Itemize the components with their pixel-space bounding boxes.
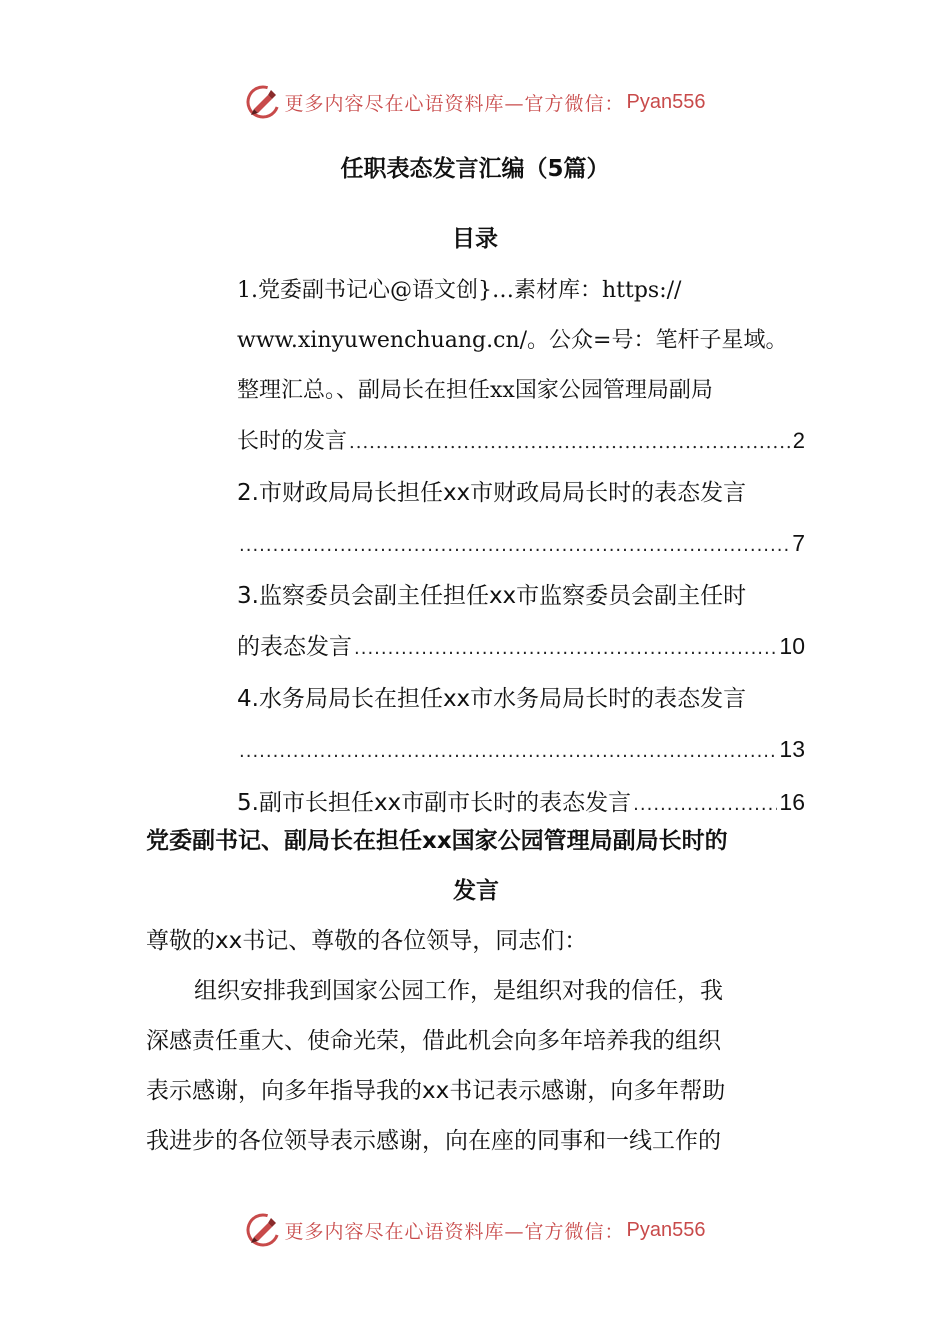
toc-entry-text: 1.党委副书记心@语文创}…素材库：https:// xyxy=(237,278,682,303)
toc-page-number: 13 xyxy=(779,736,805,762)
pen-logo-icon xyxy=(245,84,281,120)
toc-entry-2[interactable] xyxy=(237,468,805,571)
toc-leader-dots xyxy=(354,624,777,674)
toc-entry-text: 2.市财政局局长担任xx市财政局局长时的表态发言 xyxy=(237,480,747,506)
toc-entry-1[interactable] xyxy=(237,266,805,468)
speech-body xyxy=(146,916,806,1166)
toc-page-number: 16 xyxy=(779,789,805,815)
toc-entry-text: 3.监察委员会副主任担任xx市监察委员会副主任时 xyxy=(237,583,747,609)
watermark-wechat-id: Pyan556 xyxy=(626,90,706,113)
toc-entry-text: 4.水务局局长在担任xx市水务局局长时的表态发言 xyxy=(237,686,747,712)
paragraph-line: 表示感谢，向多年指导我的xx书记表示感谢，向多年帮助 xyxy=(146,1078,726,1104)
watermark-text: 更多内容尽在心语资料库—官方微信： xyxy=(284,1220,625,1243)
watermark-text: 更多内容尽在心语资料库—官方微信： xyxy=(284,92,625,115)
table-of-contents xyxy=(237,266,805,830)
toc-entry-text: 的表态发言 xyxy=(237,634,352,660)
section-title-line: 党委副书记、副局长在担任xx国家公园管理局副局长时的 xyxy=(146,828,728,854)
toc-leader-dots xyxy=(349,418,791,468)
section-title-line: 发言 xyxy=(453,878,499,904)
toc-page-number: 2 xyxy=(792,428,805,453)
paragraph-line: 组织安排我到国家公园工作，是组织对我的信任，我 xyxy=(194,978,723,1004)
toc-entry-3[interactable] xyxy=(237,571,805,674)
watermark-banner-top xyxy=(0,82,950,122)
section-title xyxy=(146,816,806,916)
toc-leader-dots xyxy=(239,727,777,777)
toc-entry-text: 长时的发言 xyxy=(237,429,348,454)
toc-entry-4[interactable] xyxy=(237,674,805,777)
paragraph-line: 深感责任重大、使命光荣，借此机会向多年培养我的组织 xyxy=(146,1028,721,1054)
toc-entry-text: 5.副市长担任xx市副市长时的表态发言 xyxy=(237,790,632,816)
toc-page-number: 10 xyxy=(779,633,805,659)
toc-leader-dots xyxy=(239,521,790,571)
watermark-banner-bottom xyxy=(0,1210,950,1250)
toc-entry-text: 整理汇总。、副局长在担任xx国家公园管理局副局 xyxy=(237,378,713,403)
salutation: 尊敬的xx书记、尊敬的各位领导，同志们： xyxy=(146,928,588,954)
watermark-wechat-id: Pyan556 xyxy=(626,1218,706,1241)
document-title: 任职表态发言汇编（5篇） xyxy=(340,156,610,182)
paragraph-line: 我进步的各位领导表示感谢，向在座的同事和一线工作的 xyxy=(146,1128,721,1154)
toc-page-number: 7 xyxy=(792,530,805,556)
toc-entry-text: www.xinyuwenchuang.cn/。公众=号：笔杆子星域。 xyxy=(237,328,788,353)
pen-logo-icon xyxy=(245,1212,281,1248)
toc-heading: 目录 xyxy=(452,226,498,252)
